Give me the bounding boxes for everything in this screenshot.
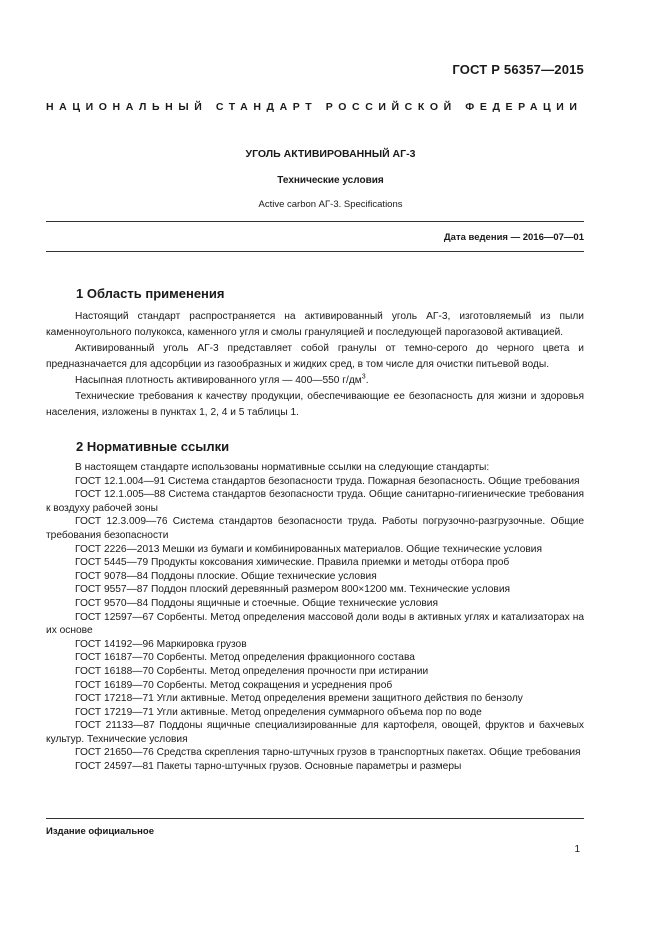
reference-item: ГОСТ 17219—71 Угли активные. Метод определения суммарного объема пор по воде <box>75 706 482 718</box>
superscript: 3 <box>361 373 366 381</box>
reference-item: ГОСТ 12.1.005—88 Система стандартов безопасности труда. Общие санитарно-гигиенические требования к воздуху рабочей зоны <box>46 489 584 514</box>
section-2-heading: 2 Нормативные ссылки <box>76 439 230 454</box>
english-title: Active carbon АГ-3. Specifications <box>258 199 403 210</box>
reference-item: ГОСТ 9078—84 Поддоны плоские. Общие технические условия <box>75 570 377 582</box>
section-1-body <box>46 309 584 421</box>
national-standard-banner: НАЦИОНАЛЬНЫЙ СТАНДАРТ РОССИЙСКОЙ ФЕДЕРАЦИИ <box>46 101 583 113</box>
edition-label: Издание официальное <box>46 826 154 837</box>
period: . <box>365 375 369 386</box>
footer-divider <box>46 818 584 819</box>
section-1-heading: 1 Область применения <box>76 286 225 301</box>
reference-item: ГОСТ 12.1.004—91 Система стандартов безопасности труда. Пожарная безопасность. Общие требования <box>75 475 580 487</box>
density-text: Насыпная плотность активированного угля — 400—550 г/дм <box>75 375 362 386</box>
section-2-body <box>46 461 584 774</box>
reference-item: ГОСТ 24597—81 Пакеты тарно-штучных грузов. Основные параметры и размеры <box>75 761 462 773</box>
section-1-paragraph <box>46 373 584 389</box>
reference-item: ГОСТ 14192—96 Маркировка грузов <box>75 638 247 650</box>
reference-item: ГОСТ 12597—67 Сорбенты. Метод определения массовой доли воды в активных углях и катализаторах на их основе <box>46 611 584 637</box>
reference-item: ГОСТ 9570—84 Поддоны ящичные и стоечные. Общие технические условия <box>75 597 438 609</box>
page-number: 1 <box>574 844 580 855</box>
standard-number: ГОСТ Р 56357—2015 <box>452 62 584 77</box>
reference-item: ГОСТ 9557—87 Поддон плоский деревянный размером 800×1200 мм. Технические условия <box>75 584 511 596</box>
section-1-paragraph: Технические требования к качеству продукции, обеспечивающие ее безопасность для жизни и здоровья населения, изложены в пунктах 1, 2, 4 и 5 таблицы 1. <box>46 391 584 418</box>
reference-item: ГОСТ 16189—70 Сорбенты. Метод сокращения и усреднения проб <box>75 679 393 691</box>
effective-date: Дата ведения — 2016—07—01 <box>443 232 584 243</box>
section-2-intro: В настоящем стандарте использованы нормативные ссылки на следующие стандарты: <box>75 462 490 473</box>
section-1-paragraph: Активированный уголь АГ-3 представляет собой гранулы от темно-серого до черного цвета и предназначается для адсорбции из газообразных и жидких сред, в том числе для очистки питьевой воды. <box>46 343 584 370</box>
divider-bottom <box>46 251 584 252</box>
reference-item: ГОСТ 16188—70 Сорбенты. Метод определения прочности при истирании <box>75 665 429 677</box>
reference-item: ГОСТ 21133—87 Поддоны ящичные специализированные для картофеля, овощей, фруктов и бахчевых культур. Технические условия <box>46 720 584 745</box>
reference-item: ГОСТ 16187—70 Сорбенты. Метод определения фракционного состава <box>75 652 415 664</box>
document-title: УГОЛЬ АКТИВИРОВАННЫЙ АГ-3 <box>245 148 416 160</box>
reference-item: ГОСТ 21650—76 Средства скрепления тарно-штучных грузов в транспортных пакетах. Общие требования <box>75 747 581 759</box>
reference-item: ГОСТ 17218—71 Угли активные. Метод определения времени защитного действия по бензолу <box>75 693 523 705</box>
section-1-paragraph: Настоящий стандарт распространяется на активированный уголь АГ-3, изготовляемый из пыли каменноугольного полукокса, каменного угля и смолы грануляцией и последующей парогазовой активацией. <box>46 311 584 338</box>
divider-top <box>46 221 584 222</box>
reference-item: ГОСТ 5445—79 Продукты коксования химические. Правила приемки и методы отбора проб <box>75 557 510 569</box>
document-subtitle: Технические условия <box>277 175 384 186</box>
reference-item: ГОСТ 2226—2013 Мешки из бумаги и комбинированных материалов. Общие технические условия <box>75 543 543 555</box>
reference-item: ГОСТ 12.3.009—76 Система стандартов безопасности труда. Работы погрузочно-разгрузочные. Общие требования безопасности <box>46 516 584 541</box>
